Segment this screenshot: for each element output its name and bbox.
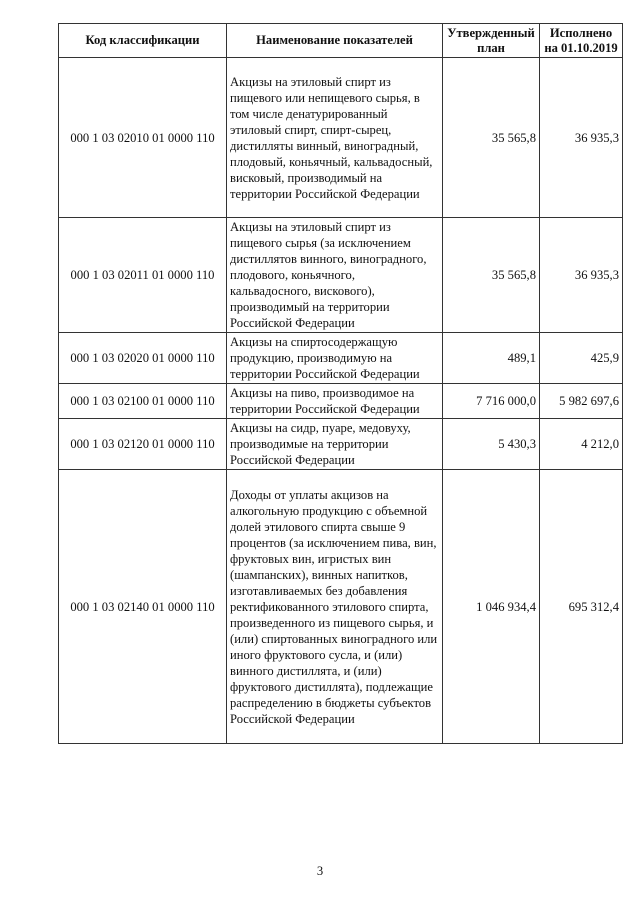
row-code: 000 1 03 02020 01 0000 110 (59, 333, 227, 384)
row-code: 000 1 03 02140 01 0000 110 (59, 470, 227, 744)
row-plan: 35 565,8 (443, 58, 540, 218)
row-name: Акцизы на пиво, производимое на территории Российской Федерации (227, 384, 443, 419)
header-plan (443, 24, 540, 58)
header-plan-line2: план (477, 40, 505, 55)
row-done: 695 312,4 (540, 470, 623, 744)
row-done: 36 935,3 (540, 58, 623, 218)
header-done-line1: Исполнено (549, 25, 613, 40)
header-code: Код классификации (59, 24, 227, 58)
row-name: Акцизы на сидр, пуаре, медовуху, производимые на территории Российской Федерации (227, 419, 443, 470)
row-plan: 1 046 934,4 (443, 470, 540, 744)
row-plan: 489,1 (443, 333, 540, 384)
row-done: 425,9 (540, 333, 623, 384)
page-number: 3 (316, 864, 324, 878)
row-name: Акцизы на этиловый спирт из пищевого или непищевого сырья, в том числе денатурированный этиловый спирт, спирт-сырец, дистилляты винный, виноградный, плодовый, коньячный, кальвадосный, висковый, производимый на территории Российской Федерации (227, 58, 443, 218)
row-name: Акцизы на этиловый спирт из пищевого сырья (за исключением дистиллятов винного, виноградного, плодового, коньячного, кальвадосного, вискового), производимый на территории Российской Федерации (227, 218, 443, 333)
row-done: 4 212,0 (540, 419, 623, 470)
row-code: 000 1 03 02120 01 0000 110 (59, 419, 227, 470)
table-row (59, 384, 623, 419)
header-name: Наименование показателей (227, 24, 443, 58)
revenue-table (58, 23, 623, 744)
header-row (59, 24, 623, 58)
row-code: 000 1 03 02100 01 0000 110 (59, 384, 227, 419)
row-name: Акцизы на спиртосодержащую продукцию, производимую на территории Российской Федерации (227, 333, 443, 384)
table-row (59, 419, 623, 470)
header-done (540, 24, 623, 58)
table-row (59, 470, 623, 744)
header-done-line2: на 01.10.2019 (544, 40, 618, 55)
row-code: 000 1 03 02011 01 0000 110 (59, 218, 227, 333)
table-row (59, 58, 623, 218)
row-code: 000 1 03 02010 01 0000 110 (59, 58, 227, 218)
row-name: Доходы от уплаты акцизов на алкогольную продукцию с объемной долей этилового спирта свыше 9 процентов (за исключением пива, вин, фруктовых вин, игристых вин (шампанских), винных напитков, изготавливаемых без добавления ректификованного этилового спирта, произведенного из пищевого сырья, и (или) спиртованных виноградного или иного фруктового сусла, и (или) винного дистиллята, и (или) фруктового дистиллята), подлежащие распределению в бюджеты субъектов Российской Федерации (227, 470, 443, 744)
header-plan-line1: Утвержденный (447, 25, 535, 40)
row-done: 36 935,3 (540, 218, 623, 333)
row-plan: 7 716 000,0 (443, 384, 540, 419)
table-row (59, 333, 623, 384)
row-plan: 5 430,3 (443, 419, 540, 470)
table-row (59, 218, 623, 333)
row-done: 5 982 697,6 (540, 384, 623, 419)
row-plan: 35 565,8 (443, 218, 540, 333)
